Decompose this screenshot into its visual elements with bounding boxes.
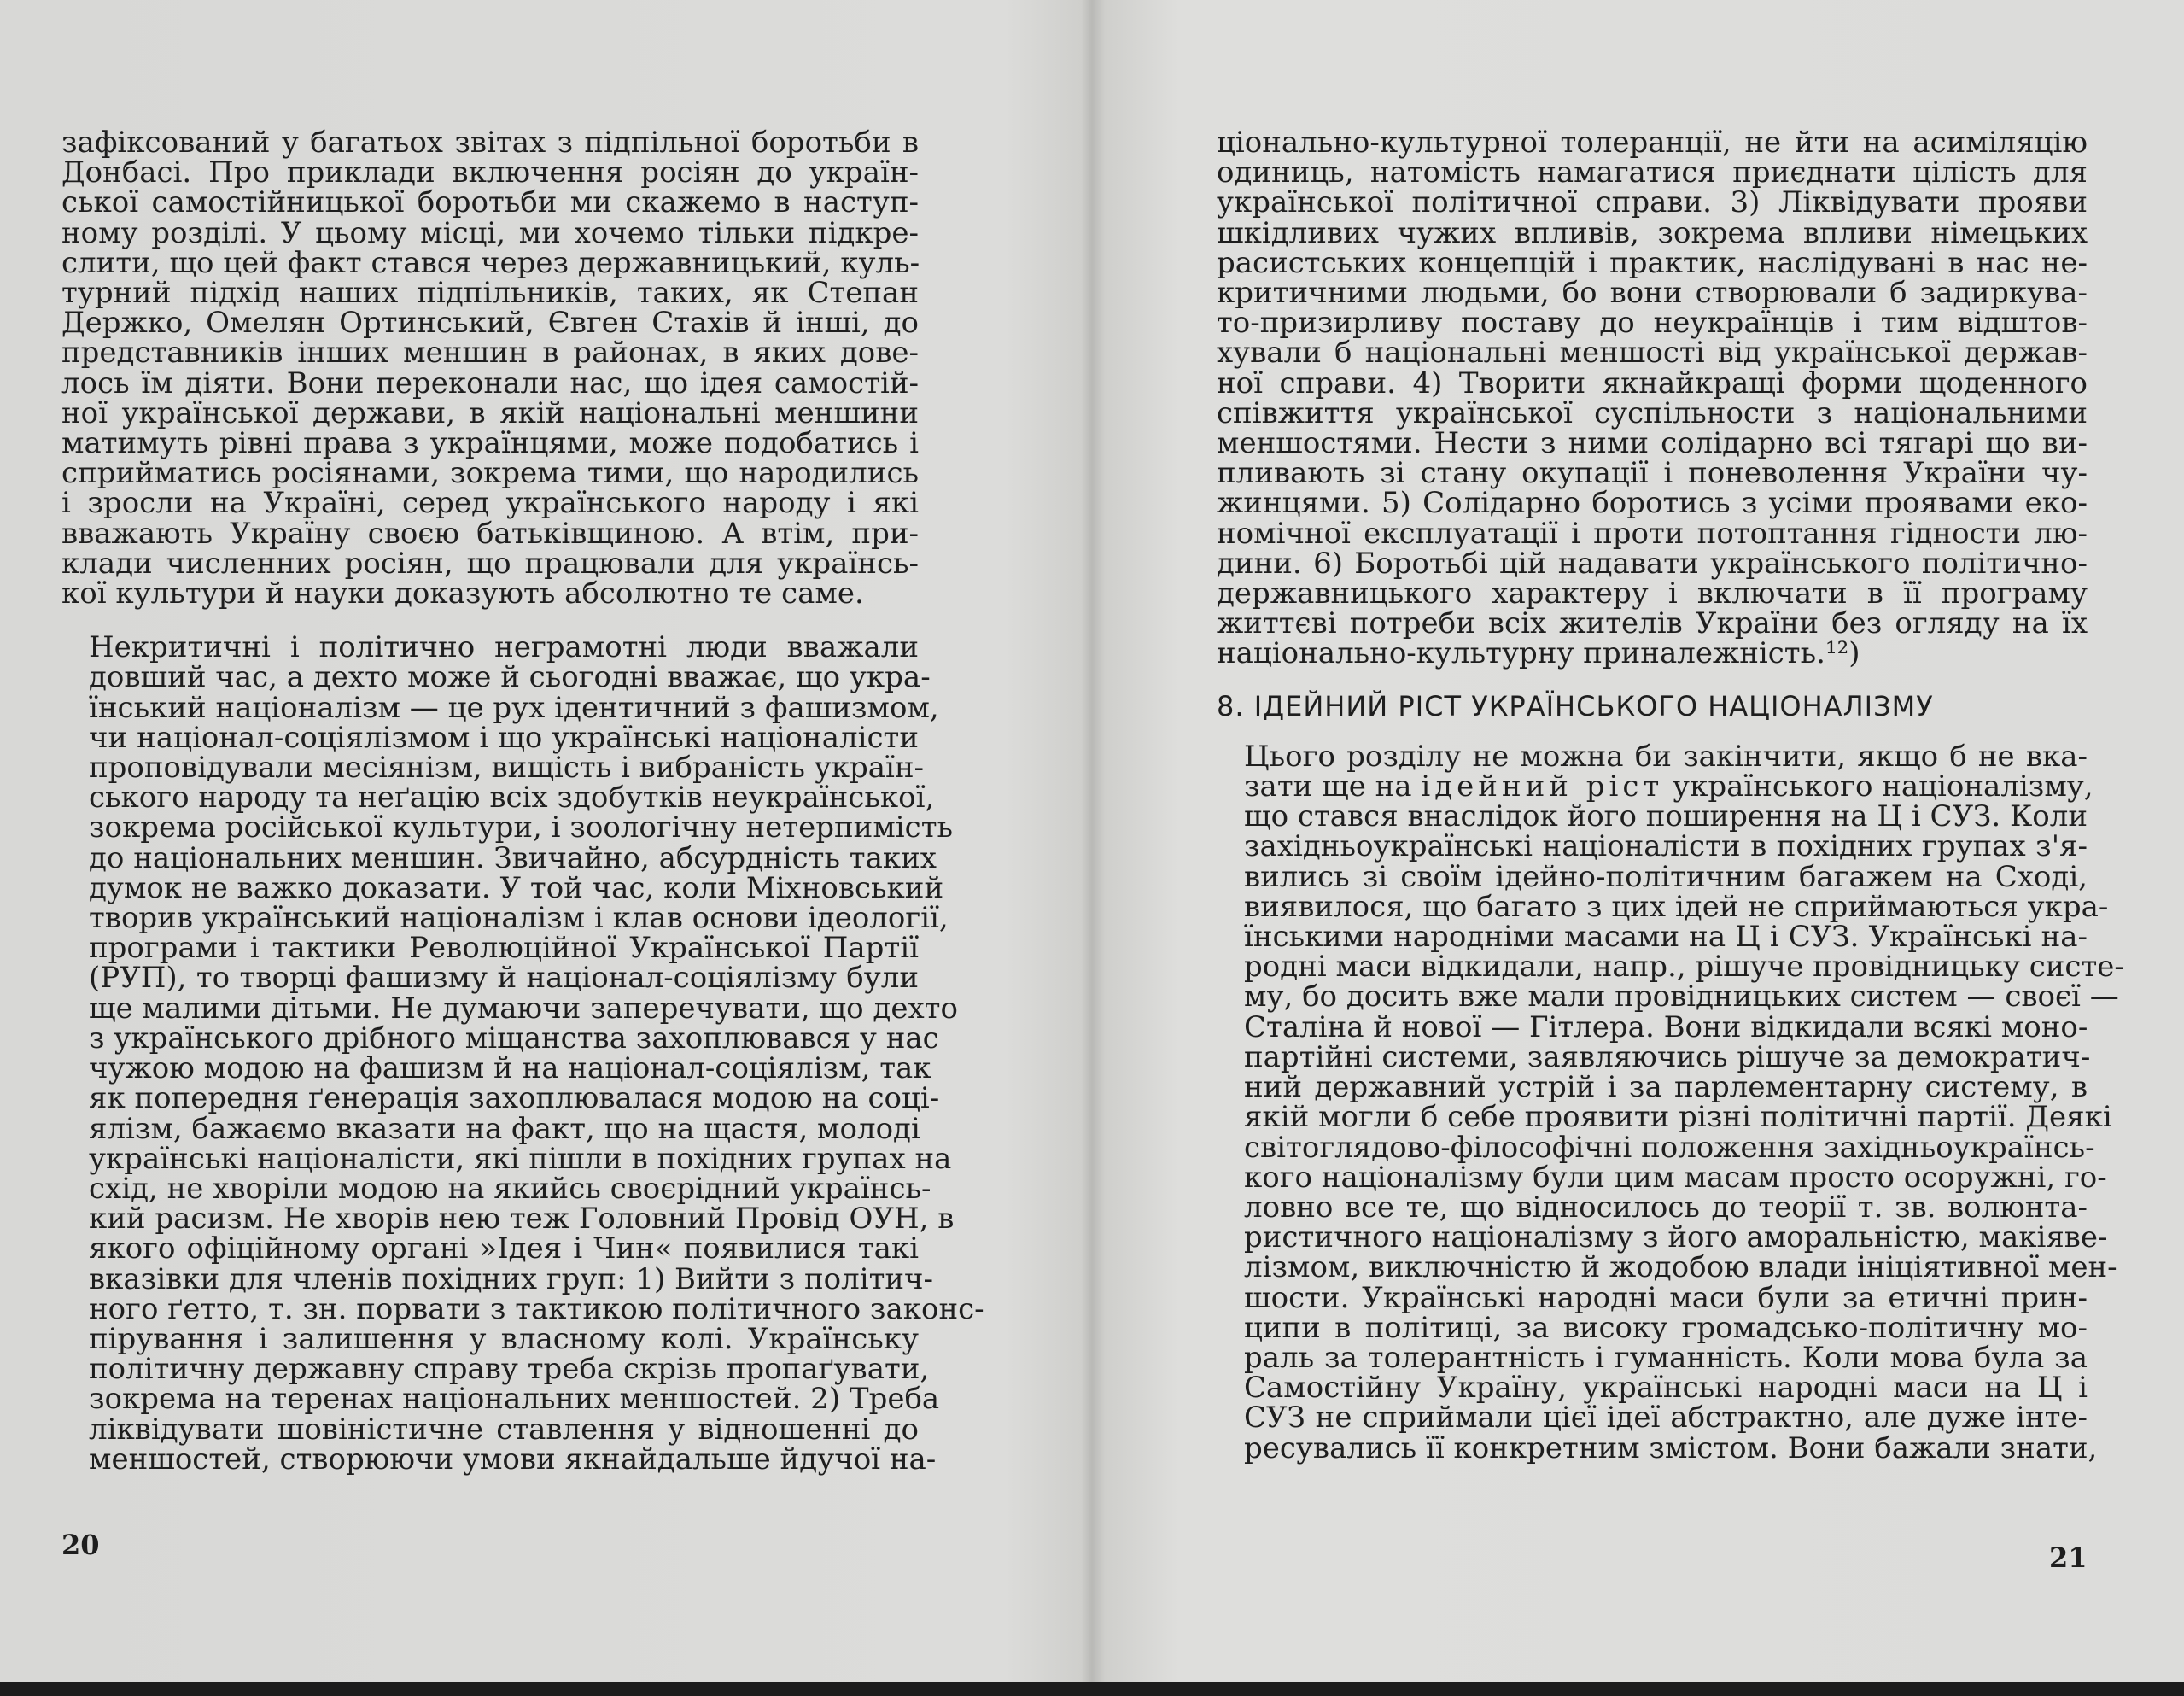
text-line: зокрема на теренах національних меншостей. 2) Треба [89,1382,940,1417]
text-line: довший час, а дехто може й сьогодні вважає, що укра- [89,660,931,695]
text-line: жинцями. 5) Солідарно боротись з усіми проявами еко- [1217,486,2088,521]
text-line: політичну державну справу треба скрізь пропаґувати, [89,1352,930,1387]
text-line: Некритичні і політично неграмотні люди вважали [89,630,919,665]
text-line: хували б національні меншості від української держав- [1217,336,2088,371]
text-line: матимуть рівні права з українцями, може подобатись і [61,426,919,461]
text-line: родні маси відкидали, напр., рішуче провідницьку систе- [1244,950,2124,985]
text-line: ського народу та неґацію всіх здобутків неукраїнської, [89,781,935,816]
text-line: зафіксований у багатьох звітах з підпільної боротьби в [61,126,919,160]
text-line: що стався внаслідок його поширення на Ц і СУЗ. Коли [1244,799,2088,834]
right-paragraph-1 [1217,128,2088,670]
text-line: то-призирливу поставу до неукраїнців і тим відштов- [1217,306,2088,341]
text-line: сприйматись росіянами, зокрема тими, що народились [61,456,919,491]
text-line: Держко, Омелян Ортинський, Євген Стахів й інші, до [61,306,919,341]
text-line: життєві потреби всіх жителів України без огляду на їх [1217,606,2088,641]
text-line: державницького характеру і включати в її програму [1217,576,2088,611]
text-line: думок не важко доказати. У той час, коли Міхновський [89,870,944,905]
text-line: кого націоналізму були цим масам просто осоружні, го- [1244,1160,2107,1195]
text-line: ному розділі. У цьому місці, ми хочемо тільки підкре- [61,215,919,250]
text-line: раль за толерантність і гуманність. Коли мова була за [1244,1340,2088,1375]
text-line: пливають зі стану окупації і поневолення України чу- [1217,456,2088,491]
text-line: Донбасі. Про приклади включення росіян до україн- [61,155,919,190]
text-line: ристичного націоналізму з його аморальністю, макіяве- [1244,1220,2108,1255]
text-line: проповідували месіянізм, вищість і вибраність україн- [89,751,924,786]
text-line: ловно все те, що відносилось до теорії т. зв. волюнта- [1244,1190,2088,1225]
text-line: критичними людьми, бо вони створювали б задиркува- [1217,276,2088,311]
text-line: турний підхід наших підпільників, таких, як Степан [61,276,919,311]
text-line: Цього розділу не можна би закінчити, якщо б не вка- [1244,739,2088,774]
text-line: програми і тактики Революційної Української Партії [89,931,919,966]
text-line: вказівки для членів похідних груп: 1) Вийти з політич- [89,1261,934,1296]
text-line: схід, не хворіли модою на якийсь своєрідний українсь- [89,1171,931,1206]
text-line: до національних меншин. Звичайно, абсурдність таких [89,840,937,875]
text-line: клади численних росіян, що працювали для українсь- [61,546,919,581]
text-line: співжиття української суспільности з національними [1217,395,2088,430]
text-line: дини. 6) Боротьбі цій надавати українського політично- [1217,546,2088,581]
text-line: кий расизм. Не хворів нею теж Головний Провід ОУН, в [89,1202,955,1237]
text-line: світоглядово-філософічні положення західньоукраїнсь- [1244,1130,2095,1165]
text-line: ціонально-культурної толеранції, не йти на асиміляцію [1217,126,2088,160]
text-line: одиниць, натомість намагатися приєднати цілість для [1217,155,2088,190]
text-line: їнськими народніми масами на Ц і СУЗ. Українські на- [1244,920,2088,955]
text-line: українські націоналісти, які пішли в похідних групах на [89,1141,952,1176]
text-line: ної української держави, в якій національні меншини [61,395,919,430]
text-line-with-emphasis [1217,769,2093,804]
text-fragment: зати ще на [1244,769,1422,804]
text-line: ципи в політиці, за високу громадсько-політичну мо- [1244,1310,2088,1345]
text-line: української політичної справи. 3) Ліквідувати прояви [1217,185,2088,220]
text-line: як попередня ґенерація захоплювалася модою на соці- [89,1081,940,1116]
text-line: ної справи. 4) Творити якнайкращі форми щоденного [1217,366,2088,401]
text-line: зокрема російської культури, і зоологічну нетерпимість [89,810,954,845]
text-line: з українського дрібного міщанства захоплювався у нас [89,1021,939,1056]
text-line: національно-культурну приналежність.¹²) [1217,636,1860,671]
text-line: ного ґетто, т. зн. порвати з тактикою політичного законс- [89,1291,984,1326]
text-line: ліквідувати шовіністичне ставлення у відношенні до [89,1412,919,1447]
text-line: СУЗ не сприймали цієї ідеї абстрактно, але дуже інте- [1244,1401,2088,1436]
text-line: меншостей, створюючи умови якнайдальше йдучої на- [89,1442,937,1477]
text-line: слити, що цей факт стався через державницький, куль- [61,245,920,280]
text-line: пірування і залишення у власному колі. Українську [89,1321,919,1356]
text-line: Сталіна й нової — Гітлера. Вони відкидали всякі моно- [1244,1009,2088,1044]
right-page [1217,126,2124,1465]
text-line: ської самостійницької боротьби ми скажемо в наступ- [61,185,919,220]
text-line: (РУП), то творці фашизму й націонал-соціялізму були [89,961,919,996]
text-line: якого офіційному органі »Ідея і Чин« появилися такі [89,1231,919,1266]
left-paragraph-1 [61,128,919,609]
left-page-number: 20 [61,1529,100,1561]
text-line: Самостійну Україну, українські народні маси на Ц і [1244,1371,2088,1406]
text-line: расистських концепцій і практик, наслідувані в нас не- [1217,245,2088,280]
text-line: номічної експлуатації і проти потоптання гідности лю- [1217,516,2088,551]
text-line: і зросли на Україні, серед українського народу і які [61,486,919,521]
text-line: лось їм діяти. Вони переконали нас, що ідея самостій- [61,366,919,401]
left-paragraph-2 [61,630,984,1477]
text-line: якій могли б себе проявити різні політичні партії. Деякі [1244,1100,2112,1135]
text-line: західньоукраїнські націоналісти в похідних групах з'я- [1244,829,2088,864]
left-page [61,126,984,1477]
right-paragraph-2 [1217,739,2124,1465]
text-line: ресувались її конкретним змістом. Вони бажали знати, [1244,1430,2098,1465]
text-line: лізмом, виключністю й жодобою влади ініціятивної мен- [1244,1250,2117,1285]
text-line: творив український націоналізм і клав основи ідеології, [89,901,949,936]
text-line: чи націонал-соціялізмом і що українські націоналісти [89,720,919,755]
text-line: меншостями. Нести з ними солідарно всі тягарі що ви- [1217,426,2088,461]
section-heading: 8. ІДЕЙНИЙ РІСТ УКРАЇНСЬКОГО НАЦІОНАЛІЗМУ [1217,689,1934,722]
text-line: кої культури й науки доказують абсолютно те саме. [61,576,864,611]
text-line: вважають Україну своєю батьківщиною. А втім, при- [61,516,919,551]
right-page-number: 21 [2049,1541,2088,1574]
text-line: вились зі своїм ідейно-політичним багажем на Сході, [1244,859,2088,894]
text-line: представників інших меншин в районах, в яких дове- [61,336,919,371]
text-line: шкідливих чужих впливів, зокрема впливи німецьких [1217,215,2088,250]
spaced-emphasis: ідейний ріст [1421,769,1664,804]
text-fragment: українського націоналізму, [1663,769,2093,804]
text-line: шости. Українські народні маси були за етичні прин- [1244,1280,2088,1315]
text-line: ще малими дітьми. Не думаючи заперечувати, що дехто [89,991,958,1026]
text-line: чужою модою на фашизм й на націонал-соціялізм, так [89,1051,931,1086]
text-line: му, бо досить вже мали провідницьких систем — своєї — [1244,980,2119,1015]
text-line: ялізм, бажаємо вказати на факт, що на щастя, молоді [89,1111,920,1146]
text-line: виявилося, що багато з цих ідей не сприймаються укра- [1244,889,2109,924]
text-line: партійні системи, заявляючись рішуче за демократич- [1244,1039,2091,1074]
scan-bottom-edge [0,1682,2184,1696]
text-line: їнський націоналізм — це рух ідентичний з фашизмом, [89,690,939,725]
text-line: ний державний устрій і за парлементарну систему, в [1244,1070,2088,1105]
